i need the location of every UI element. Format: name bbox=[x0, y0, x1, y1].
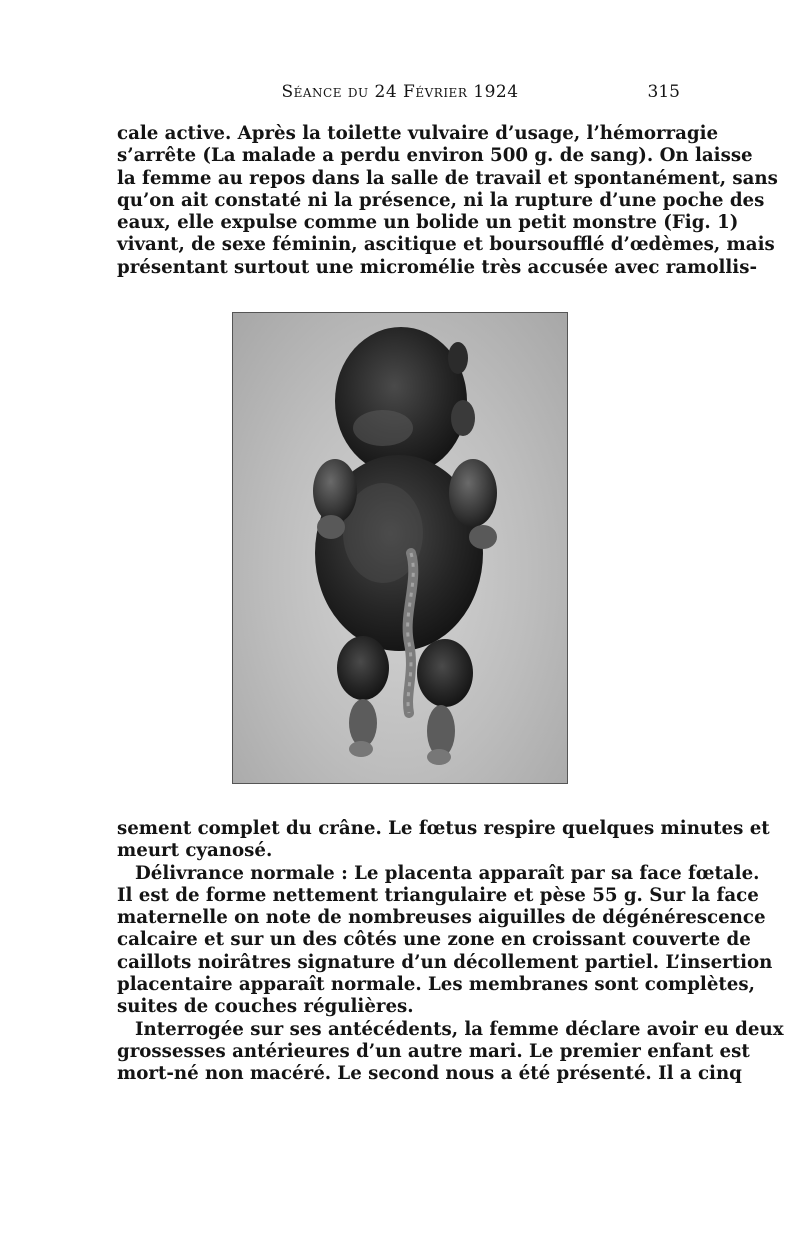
text-line: caillots noirâtres signature d’un décollement partiel. L’insertion bbox=[117, 951, 773, 973]
text-line: Il est de forme nettement triangulaire et pèse 55 g. Sur la face bbox=[117, 884, 759, 906]
text-line: Interrogée sur ses antécédents, la femme déclare avoir eu deux bbox=[135, 1018, 784, 1040]
paragraph-bottom bbox=[117, 818, 784, 1086]
text-line: meurt cyanosé. bbox=[117, 840, 273, 862]
text-line: Délivrance normale : Le placenta apparaît par sa face fœtale. bbox=[135, 862, 760, 884]
infant-right-leg bbox=[417, 639, 473, 707]
page-number: 315 bbox=[647, 82, 680, 102]
infant-right-arm bbox=[449, 459, 497, 527]
text-line: présentant surtout une micromélie très accusée avec ramollis- bbox=[117, 256, 757, 278]
paragraph-top bbox=[117, 123, 778, 279]
infant-photo-illustration bbox=[233, 313, 567, 783]
text-line: cale active. Après la toilette vulvaire d’usage, l’hémorragie bbox=[117, 123, 719, 144]
infant-left-arm bbox=[313, 459, 357, 523]
text-line: suites de couches régulières. bbox=[117, 996, 414, 1018]
text-line: sement complet du crâne. Le fœtus respire quelques minutes et bbox=[117, 818, 770, 839]
infant-left-leg bbox=[337, 636, 389, 700]
running-title: Séance du 24 Février 1924 bbox=[281, 82, 519, 102]
text-line: grossesses antérieures d’un autre mari. Le premier enfant est bbox=[117, 1040, 750, 1062]
text-line: placentaire apparaît normale. Les membranes sont complètes, bbox=[117, 974, 755, 996]
text-line: la femme au repos dans la salle de travail et spontanément, sans bbox=[117, 167, 778, 189]
running-header bbox=[120, 82, 680, 106]
figure-photograph bbox=[232, 312, 568, 784]
text-line: qu’on ait constaté ni la présence, ni la rupture d’une poche des bbox=[117, 189, 765, 211]
text-line: eaux, elle expulse comme un bolide un petit monstre (Fig. 1) bbox=[117, 212, 739, 234]
text-line: s’arrête (La malade a perdu environ 500 g. de sang). On laisse bbox=[117, 145, 753, 167]
text-line: maternelle on note de nombreuses aiguilles de dégénérescence bbox=[117, 907, 766, 929]
text-line: calcaire et sur un des côtés une zone en croissant couverte de bbox=[117, 929, 751, 951]
infant-head bbox=[335, 327, 467, 475]
text-line: mort-né non macéré. Le second nous a été présenté. Il a cinq bbox=[117, 1063, 742, 1085]
text-line: vivant, de sexe féminin, ascitique et boursoufflé d’œdèmes, mais bbox=[117, 234, 775, 256]
